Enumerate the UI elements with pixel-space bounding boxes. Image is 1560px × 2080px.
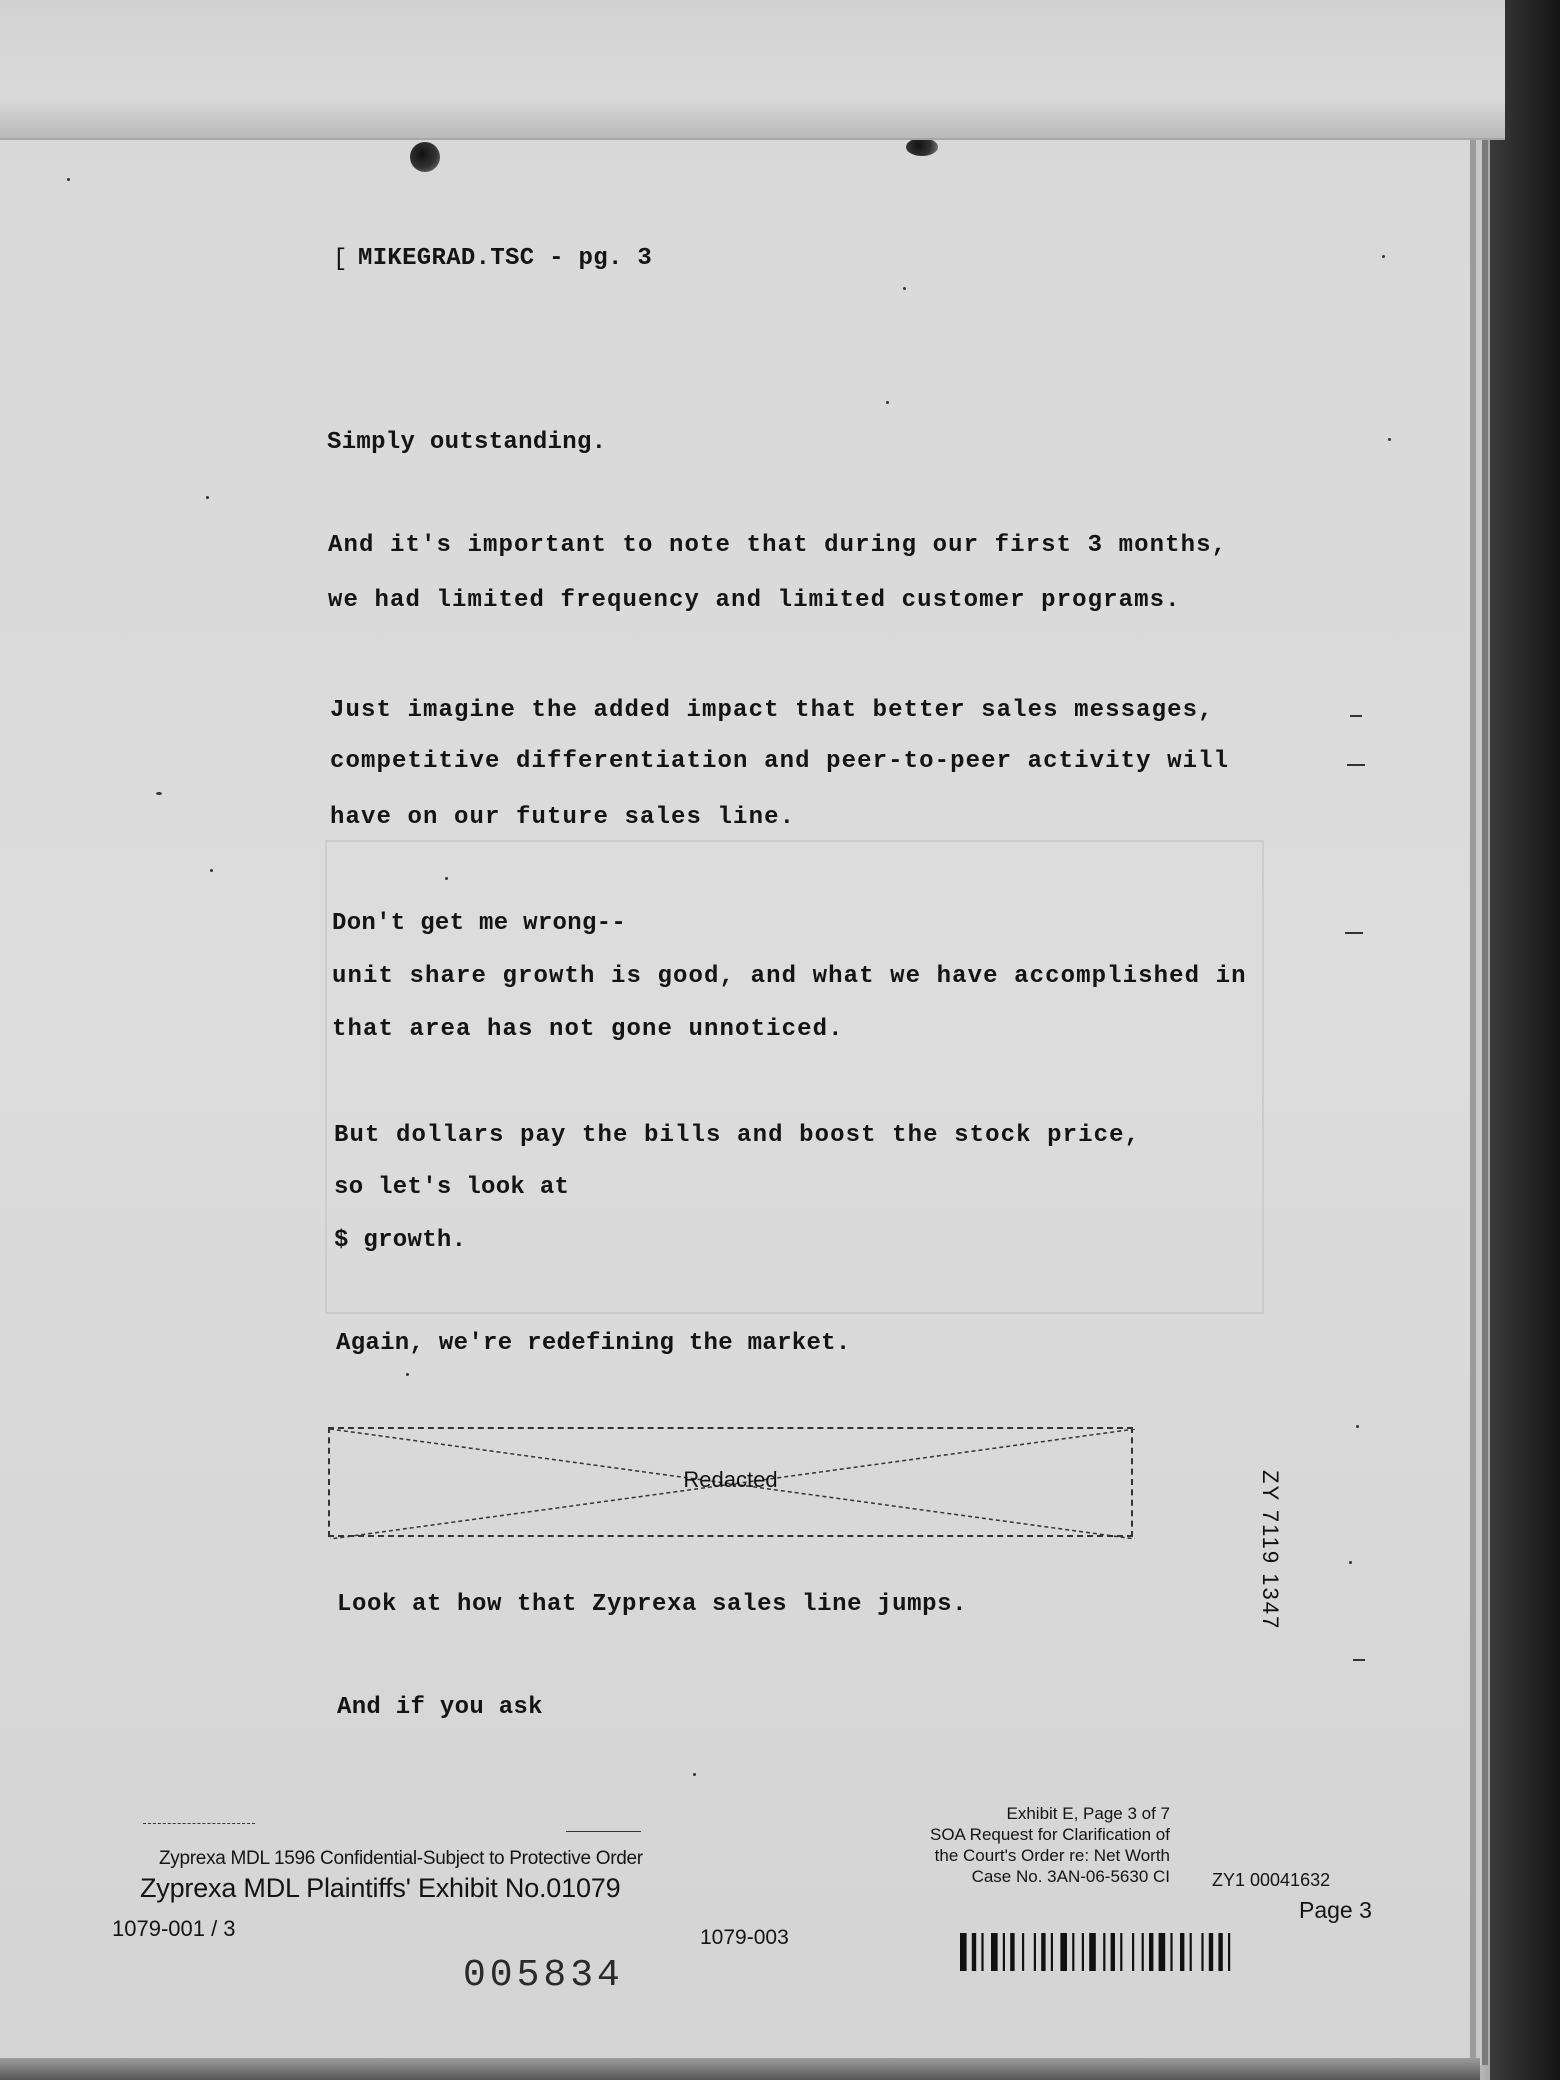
speck xyxy=(206,496,209,499)
barcode-bar xyxy=(1072,1933,1074,1971)
punch-hole-left xyxy=(410,142,440,172)
body-line: $ growth. xyxy=(334,1227,467,1254)
speck xyxy=(1388,438,1391,441)
barcode-bar xyxy=(1010,1933,1014,1971)
body-line: Look at how that Zyprexa sales line jumps. xyxy=(337,1591,968,1618)
exhibit-line: SOA Request for Clarification of xyxy=(929,1825,1170,1844)
body-line: competitive differentiation and peer-to-peer activity will xyxy=(330,748,1230,775)
barcode-bar xyxy=(1089,1933,1096,1971)
barcode-bar xyxy=(1209,1933,1213,1971)
plaintiffs-exhibit: Zyprexa MDL Plaintiffs' Exhibit No.01079 xyxy=(140,1873,621,1903)
body-line: so let's look at xyxy=(334,1174,570,1201)
barcode-bar xyxy=(1103,1933,1105,1971)
exhibit-reference-block xyxy=(880,1803,1170,1887)
redaction-label: Redacted xyxy=(683,1467,778,1492)
barcode-bar xyxy=(1170,1933,1172,1971)
center-ref: 1079-003 xyxy=(700,1926,789,1949)
speck xyxy=(903,287,906,290)
speck xyxy=(156,792,162,795)
body-line: unit share growth is good, and what we have accomplished in xyxy=(332,963,1247,990)
speck xyxy=(1356,1425,1359,1428)
page-stack-edge xyxy=(0,2058,1480,2080)
margin-mark xyxy=(1345,932,1363,934)
barcode-bar xyxy=(1022,1933,1024,1971)
speck xyxy=(445,877,448,880)
barcode-bar xyxy=(1159,1933,1166,1971)
header-bracket: [ xyxy=(333,246,348,273)
body-line: But dollars pay the bills and boost the stock price, xyxy=(334,1122,1141,1149)
page-header: MIKEGRAD.TSC - pg. 3 xyxy=(358,245,653,272)
footer-rule xyxy=(566,1831,641,1832)
barcode-bar xyxy=(1201,1933,1203,1971)
previous-page-flap xyxy=(0,0,1505,140)
margin-mark xyxy=(1353,1659,1365,1661)
barcode-bar xyxy=(1149,1933,1153,1971)
body-line: we had limited frequency and limited customer programs. xyxy=(328,587,1181,614)
body-line: Just imagine the added impact that better sales messages, xyxy=(330,697,1214,724)
speck xyxy=(1349,1561,1352,1564)
exhibit-line: the Court's Order re: Net Worth xyxy=(934,1846,1170,1865)
exhibit-line: Exhibit E, Page 3 of 7 xyxy=(1006,1804,1170,1823)
body-line: Simply outstanding. xyxy=(327,429,607,456)
body-line: have on our future sales line. xyxy=(330,804,796,831)
barcode xyxy=(960,1933,1330,1971)
speck xyxy=(693,1773,696,1776)
body-line: And it's important to note that during our first 3 months, xyxy=(328,532,1228,559)
barcode-bar xyxy=(1111,1933,1115,1971)
stamp-number: 005834 xyxy=(463,1954,624,1997)
barcode-bar xyxy=(991,1933,998,1971)
redaction-box xyxy=(328,1427,1133,1537)
barcode-bar xyxy=(960,1933,967,1971)
body-line: And if you ask xyxy=(337,1694,543,1721)
speck xyxy=(210,869,213,872)
barcode-bar xyxy=(1060,1933,1067,1971)
bates-number-vertical: ZY 7119 1347 xyxy=(1258,1470,1283,1631)
barcode-bar xyxy=(1003,1933,1005,1971)
zy-code: ZY1 00041632 xyxy=(1212,1870,1331,1890)
barcode-bar xyxy=(1132,1933,1134,1971)
barcode-bar xyxy=(981,1933,983,1971)
exhibit-line: Case No. 3AN-06-5630 CI xyxy=(971,1867,1170,1886)
confidential-line: Zyprexa MDL 1596 Confidential-Subject to Protective Order xyxy=(159,1848,643,1869)
barcode-bar xyxy=(1120,1933,1122,1971)
barcode-bar xyxy=(1180,1933,1184,1971)
table-edge xyxy=(1490,0,1560,2080)
margin-mark xyxy=(1350,715,1362,717)
speck xyxy=(1382,255,1385,258)
barcode-bar xyxy=(1034,1933,1036,1971)
speck xyxy=(406,1373,409,1376)
page-label: Page 3 xyxy=(1299,1897,1372,1923)
barcode-bar xyxy=(1190,1933,1192,1971)
margin-mark xyxy=(1347,764,1365,766)
body-line: Don't get me wrong-- xyxy=(332,910,627,937)
barcode-bar xyxy=(1142,1933,1144,1971)
exhibit-page-ref: 1079-001 / 3 xyxy=(112,1916,236,1941)
body-line: Again, we're redefining the market. xyxy=(336,1330,851,1357)
barcode-bar xyxy=(1041,1933,1045,1971)
footer-rule xyxy=(143,1823,255,1824)
punch-hole-right xyxy=(906,138,938,156)
barcode-bar xyxy=(1051,1933,1053,1971)
speck xyxy=(886,401,889,404)
body-line: that area has not gone unnoticed. xyxy=(332,1016,844,1043)
barcode-bar xyxy=(1082,1933,1084,1971)
barcode-bar xyxy=(1218,1933,1222,1971)
barcode-bar xyxy=(972,1933,976,1971)
barcode-bar xyxy=(1228,1933,1230,1971)
speck xyxy=(67,178,70,181)
